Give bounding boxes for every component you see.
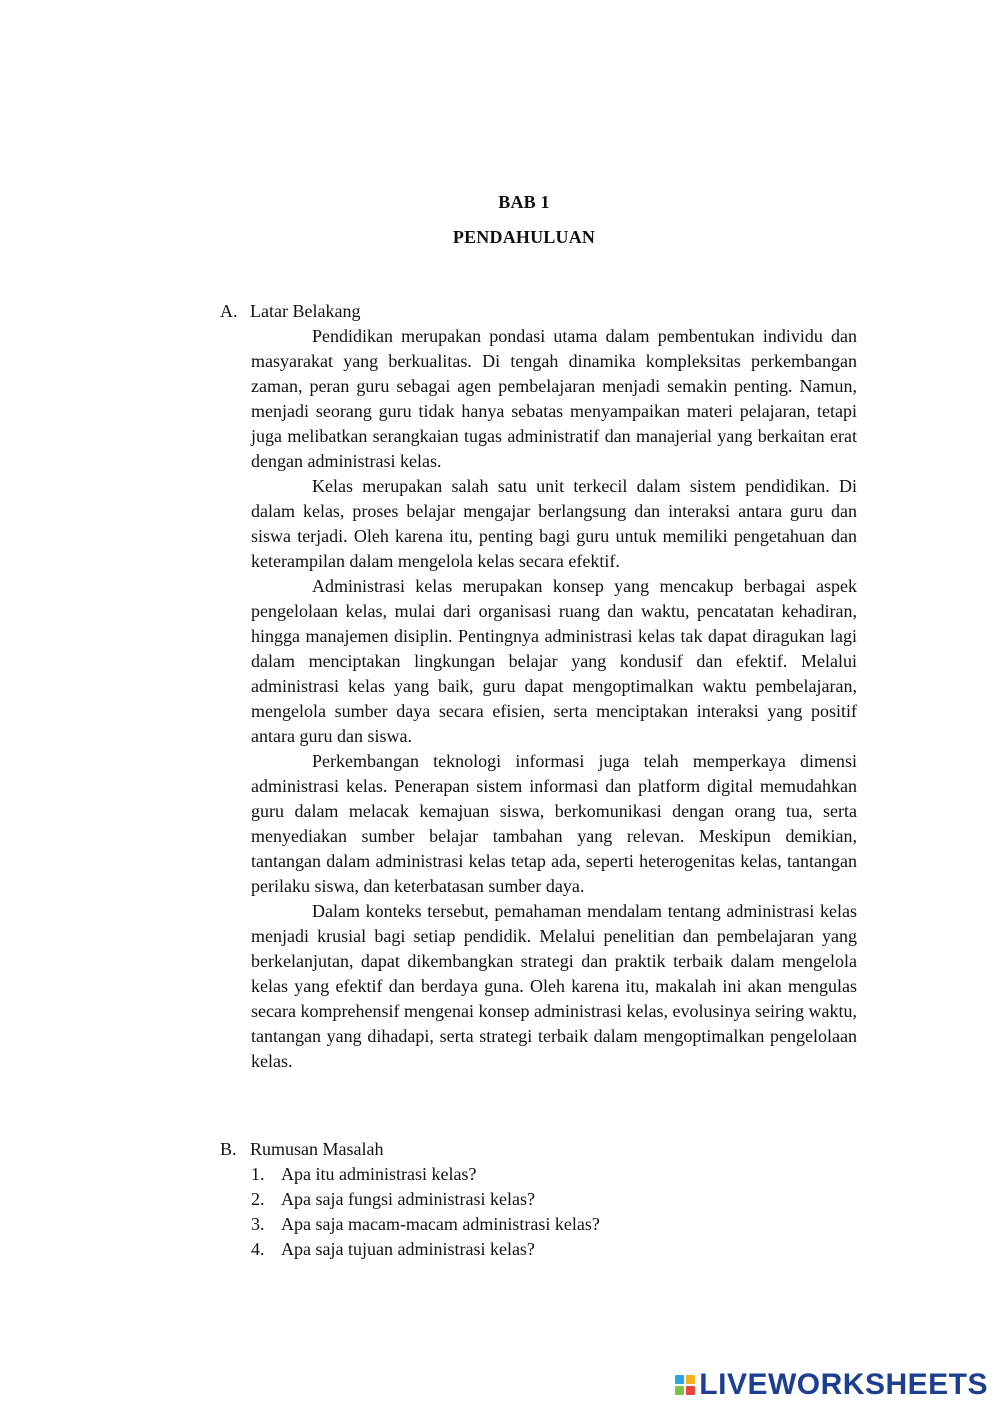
logo-square <box>675 1375 684 1384</box>
liveworksheets-logo <box>675 1368 988 1402</box>
list-item-text: Apa saja macam-macam administrasi kelas? <box>281 1214 600 1234</box>
logo-square <box>675 1386 684 1395</box>
section-b-heading <box>220 1137 383 1162</box>
list-item <box>251 1187 600 1212</box>
paragraph: Perkembangan teknologi informasi juga telah memperkaya dimensi administrasi kelas. Penerapan sistem informasi dan platform digital memudahkan guru dalam melacak kemajuan siswa, berkomunikasi dengan orang tua, serta menyediakan sumber belajar tambahan yang relevan. Meskipun demikian, tantangan dalam administrasi kelas tetap ada, seperti heterogenitas kelas, tantangan perilaku siswa, dan keterbatasan sumber daya. <box>251 751 857 896</box>
list-item-text: Apa saja fungsi administrasi kelas? <box>281 1189 535 1209</box>
list-item <box>251 1162 600 1187</box>
paragraph: Administrasi kelas merupakan konsep yang mencakup berbagai aspek pengelolaan kelas, mulai dari organisasi ruang dan waktu, pencatatan kehadiran, hingga manajemen disiplin. Pentingnya administrasi kelas tak dapat diragukan lagi dalam menciptakan lingkungan belajar yang kondusif dan efektif. Melalui administrasi kelas yang baik, guru dapat mengoptimalkan waktu pembelajaran, mengelola sumber daya secara efisien, serta menciptakan interaksi yang positif antara guru dan siswa. <box>251 576 857 746</box>
logo-square <box>686 1386 695 1395</box>
section-a-marker: A. <box>220 301 238 321</box>
logo-square <box>686 1375 695 1384</box>
list-item <box>251 1237 600 1262</box>
problem-list <box>251 1162 600 1262</box>
section-a-body <box>251 324 857 1074</box>
section-b-marker: B. <box>220 1139 237 1159</box>
section-a-title: Latar Belakang <box>250 301 361 321</box>
liveworksheets-logo-icon <box>675 1375 695 1395</box>
paragraph: Dalam konteks tersebut, pemahaman mendalam tentang administrasi kelas menjadi krusial bagi setiap pendidik. Melalui penelitian dan pembelajaran yang berkelanjutan, dapat dikembangkan strategi dan praktik terbaik dalam mengelola kelas yang efektif dan berdaya guna. Oleh karena itu, makalah ini akan mengulas secara komprehensif mengenai konsep administrasi kelas, evolusinya seiring waktu, tantangan yang dihadapi, serta strategi terbaik dalam mengoptimalkan pengelolaan kelas. <box>251 901 857 1071</box>
paragraph: Pendidikan merupakan pondasi utama dalam pembentukan individu dan masyarakat yang berkualitas. Di tengah dinamika kompleksitas perkembangan zaman, peran guru sebagai agen pembelajaran menjadi semakin penting. Namun, menjadi seorang guru tidak hanya sebatas menyampaikan materi pelajaran, tetapi juga melibatkan serangkaian tugas administratif dan manajerial yang berkaitan erat dengan administrasi kelas. <box>251 326 857 471</box>
list-item <box>251 1212 600 1237</box>
chapter-number: BAB 1 <box>498 192 550 212</box>
list-item-text: Apa itu administrasi kelas? <box>281 1164 477 1184</box>
list-item-number: 4. <box>251 1239 265 1259</box>
paragraph: Kelas merupakan salah satu unit terkecil dalam sistem pendidikan. Di dalam kelas, proses belajar mengajar berlangsung dan interaksi antara guru dan siswa terjadi. Oleh karena itu, penting bagi guru untuk memiliki pengetahuan dan keterampilan dalam mengelola kelas secara efektif. <box>251 476 857 571</box>
liveworksheets-logo-text: LIVEWORKSHEETS <box>699 1368 988 1401</box>
list-item-number: 2. <box>251 1189 265 1209</box>
list-item-number: 3. <box>251 1214 265 1234</box>
section-b-title: Rumusan Masalah <box>250 1139 384 1159</box>
chapter-title: PENDAHULUAN <box>452 227 596 247</box>
list-item-number: 1. <box>251 1164 265 1184</box>
section-a-heading <box>220 299 360 324</box>
list-item-text: Apa saja tujuan administrasi kelas? <box>281 1239 535 1259</box>
